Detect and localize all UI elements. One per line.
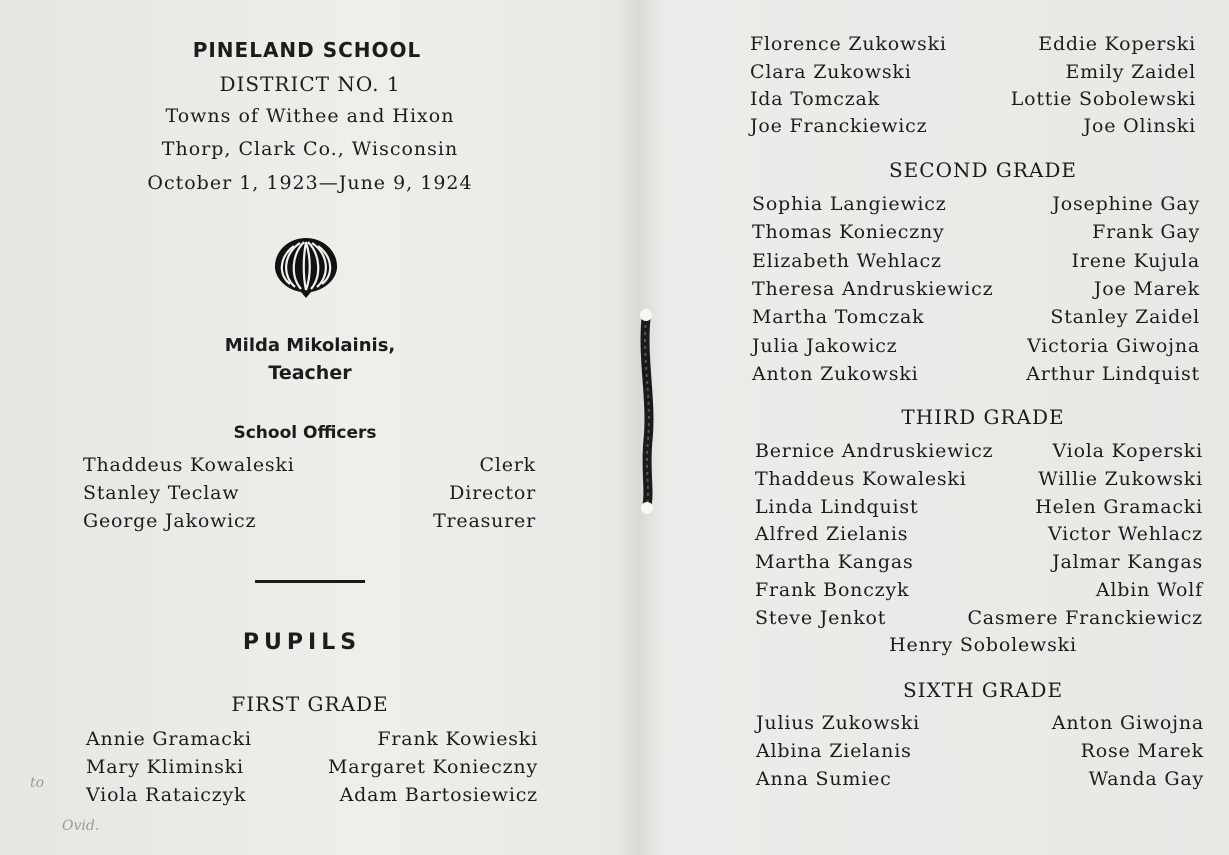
pupil-name: Mary Kliminski xyxy=(86,756,244,778)
second-grade-heading xyxy=(750,158,1216,186)
pupil-name: Josephine Gay xyxy=(1052,193,1200,215)
pupil-row xyxy=(750,115,1196,143)
pupil-name: Ida Tomczak xyxy=(750,88,880,110)
pupil-name: Clara Zukowski xyxy=(750,61,912,83)
pupil-row xyxy=(752,306,1200,334)
pupil-row xyxy=(752,278,1200,306)
officers-heading: School Officers xyxy=(233,423,377,443)
officer-role: Director xyxy=(449,482,536,504)
pupil-row xyxy=(86,756,538,784)
pupil-name: Martha Kangas xyxy=(755,551,914,573)
teacher-name: Milda Mikolainis, xyxy=(224,335,396,356)
pupil-row xyxy=(750,33,1196,61)
pupil-row xyxy=(756,740,1204,768)
right-page xyxy=(620,0,1229,855)
pupil-name: Elizabeth Wehlacz xyxy=(752,250,942,272)
pupil-name: Rose Marek xyxy=(1080,740,1204,762)
pupil-name: Irene Kujula xyxy=(1071,250,1200,272)
margin-note: to xyxy=(30,775,45,791)
pupil-name: Jalmar Kangas xyxy=(1052,551,1203,573)
sixth-grade-heading xyxy=(750,678,1216,706)
pupil-row xyxy=(755,496,1203,524)
pupil-name: Adam Bartosiewicz xyxy=(339,784,538,806)
district-line: DISTRICT NO. 1 xyxy=(219,72,401,96)
pupil-row xyxy=(755,440,1203,468)
pupil-name: Margaret Konieczny xyxy=(327,756,538,778)
school-name: PINELAND SCHOOL xyxy=(192,38,422,62)
margin-note: Ovid. xyxy=(62,818,100,834)
pupil-row xyxy=(755,579,1203,607)
school-term-dates: October 1, 1923—June 9, 1924 xyxy=(147,172,473,194)
pupil-name: Victor Wehlacz xyxy=(1047,523,1203,545)
pupil-name: Linda Lindquist xyxy=(755,496,919,518)
pupil-name: Henry Sobolewski xyxy=(889,634,1077,656)
teacher-title: Teacher xyxy=(268,362,352,384)
pupil-name: Eddie Koperski xyxy=(1038,33,1196,55)
pupil-row xyxy=(86,784,538,812)
pupil-name: Martha Tomczak xyxy=(752,306,925,328)
pupil-name: Florence Zukowski xyxy=(750,33,947,55)
pupil-row xyxy=(756,768,1204,796)
address-line: Thorp, Clark Co., Wisconsin xyxy=(161,138,459,160)
pupil-name: Thaddeus Kowaleski xyxy=(755,468,967,490)
officer-row xyxy=(83,454,536,482)
acorn-ornament-icon xyxy=(270,234,342,300)
pupil-name: Joe Marek xyxy=(1093,278,1200,300)
officer-name: Stanley Teclaw xyxy=(83,482,240,504)
officer-row xyxy=(83,482,536,510)
pupil-name: Joe Franckiewicz xyxy=(750,115,928,137)
grade-heading-text: SIXTH GRADE xyxy=(902,678,1064,702)
pupil-name: Bernice Andruskiewicz xyxy=(755,440,994,462)
pupil-name: Casmere Franckiewicz xyxy=(967,607,1203,629)
pupils-heading: PUPILS xyxy=(242,630,362,655)
pupil-name: Albina Zielanis xyxy=(756,740,912,762)
pupil-name: Emily Zaidel xyxy=(1065,61,1196,83)
pupil-name: Frank Bonczyk xyxy=(755,579,910,601)
pupil-name: Stanley Zaidel xyxy=(1050,306,1200,328)
third-grade-heading xyxy=(750,405,1216,433)
pupil-name: Anton Giwojna xyxy=(1051,712,1204,734)
pupil-name: Viola Koperski xyxy=(1052,440,1203,462)
pupil-name: Julia Jakowicz xyxy=(752,335,898,357)
pupil-row xyxy=(752,250,1200,278)
first-grade-heading: FIRST GRADE xyxy=(231,692,389,716)
grade-heading-text: SECOND GRADE xyxy=(888,158,1077,182)
pupil-name: Frank Kowieski xyxy=(377,728,538,750)
pupil-row xyxy=(755,551,1203,579)
pupil-name: Lottie Sobolewski xyxy=(1010,88,1196,110)
pupil-name: Annie Gramacki xyxy=(86,728,252,750)
pupil-row xyxy=(755,523,1203,551)
officer-row xyxy=(83,510,536,538)
pupil-name: Arthur Lindquist xyxy=(1026,363,1200,385)
officer-name: George Jakowicz xyxy=(83,510,257,532)
grade-heading-text: THIRD GRADE xyxy=(901,405,1065,429)
towns-line: Towns of Withee and Hixon xyxy=(165,105,455,127)
pupil-name: Albin Wolf xyxy=(1095,579,1203,601)
pupil-name: Anna Sumiec xyxy=(756,768,892,790)
pupil-row xyxy=(750,634,1216,662)
pupil-name: Sophia Langiewicz xyxy=(752,193,947,215)
pupil-name: Julius Zukowski xyxy=(756,712,921,734)
pupil-name: Wanda Gay xyxy=(1088,768,1204,790)
pupil-row xyxy=(752,193,1200,221)
pupil-name: Thomas Konieczny xyxy=(752,221,945,243)
pupil-name: Anton Zukowski xyxy=(752,363,919,385)
pupil-row xyxy=(752,363,1200,391)
pupil-name: Frank Gay xyxy=(1092,221,1200,243)
officer-name: Thaddeus Kowaleski xyxy=(83,454,295,476)
pupil-row xyxy=(756,712,1204,740)
pupil-row xyxy=(755,607,1203,635)
pupil-name: Victoria Giwojna xyxy=(1027,335,1200,357)
pupil-name: Viola Rataiczyk xyxy=(86,784,247,806)
divider-rule xyxy=(255,580,365,583)
pupil-row xyxy=(752,221,1200,249)
pupil-row xyxy=(750,61,1196,89)
pupil-name: Alfred Zielanis xyxy=(755,523,909,545)
pupil-row xyxy=(755,468,1203,496)
pupil-name: Steve Jenkot xyxy=(755,607,887,629)
pupil-row xyxy=(752,335,1200,363)
pupil-name: Willie Zukowski xyxy=(1038,468,1203,490)
pupil-name: Helen Gramacki xyxy=(1035,496,1203,518)
officer-role: Treasurer xyxy=(433,510,536,532)
officer-role: Clerk xyxy=(479,454,536,476)
pupil-row xyxy=(86,728,538,756)
pupil-name: Theresa Andruskiewicz xyxy=(752,278,994,300)
pupil-row xyxy=(750,88,1196,116)
pupil-name: Joe Olinski xyxy=(1083,115,1196,137)
